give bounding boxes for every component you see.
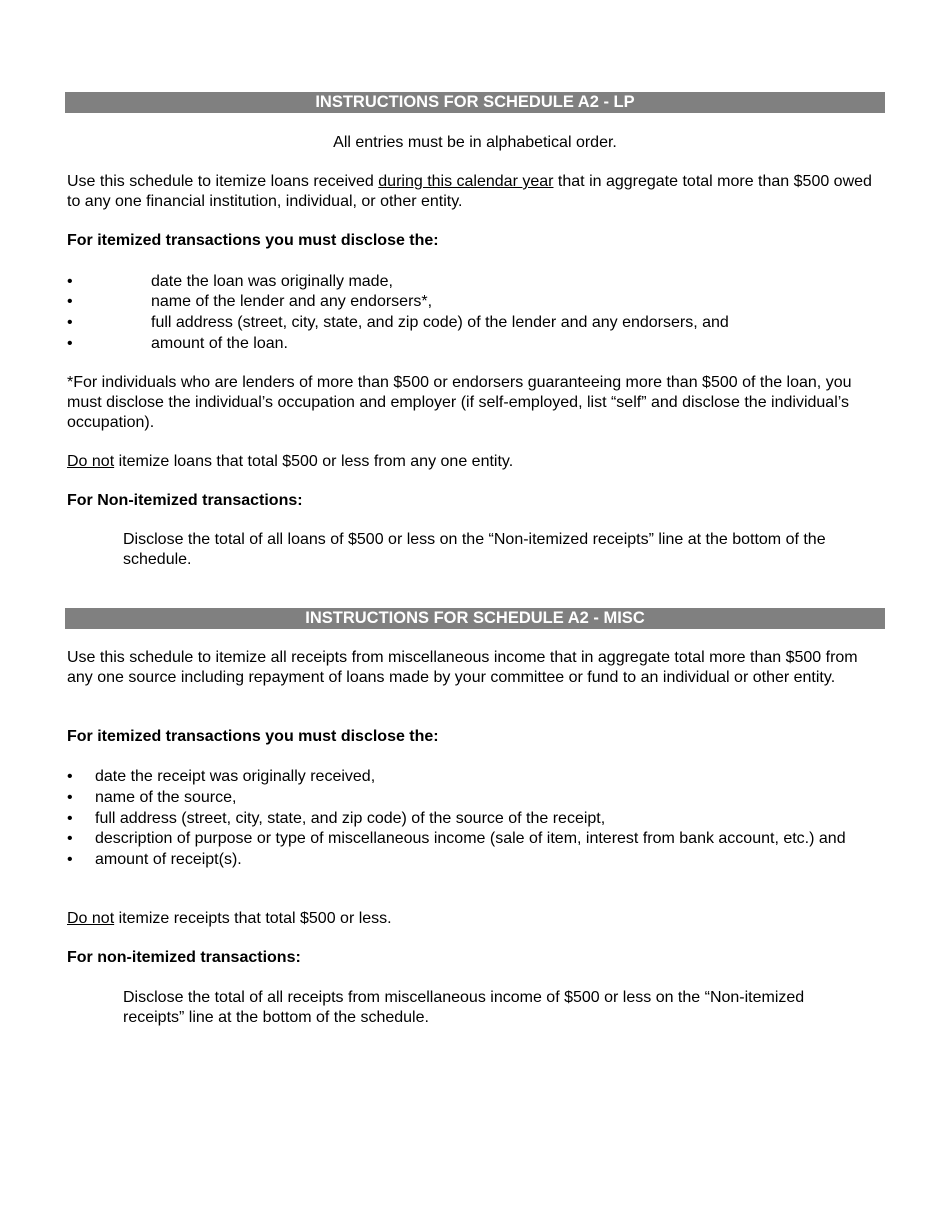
list-item-text: name of the lender and any endorsers*, bbox=[151, 293, 433, 310]
list-item-text: description of purpose or type of miscellaneous income (sale of item, interest from bank account, etc.) and bbox=[95, 830, 846, 847]
bullet-icon: • bbox=[67, 830, 73, 847]
bullet-icon: • bbox=[67, 293, 73, 310]
lp-intro-underlined: during this calendar year bbox=[378, 173, 554, 190]
list-item-text: date the receipt was originally received, bbox=[95, 768, 376, 785]
lp-intro-before: Use this schedule to itemize loans received bbox=[67, 173, 379, 190]
bullet-icon: • bbox=[67, 335, 73, 352]
list-item-text: name of the source, bbox=[95, 789, 237, 806]
list-item-text: amount of the loan. bbox=[151, 335, 288, 352]
list-item-text: full address (street, city, state, and zip code) of the lender and any endorsers, and bbox=[151, 314, 729, 331]
bullet-icon: • bbox=[67, 768, 73, 785]
misc-do-not-note bbox=[67, 909, 887, 929]
lp-non-itemized-heading: For Non-itemized transactions: bbox=[67, 492, 303, 509]
lp-intro-after: that in aggregate total more than $500 owed to any one financial institution, individual, or other entity. bbox=[67, 173, 872, 210]
alphabetical-note: All entries must be in alphabetical order. bbox=[333, 134, 617, 151]
bullet-icon: • bbox=[67, 273, 73, 290]
list-item-text: full address (street, city, state, and zip code) of the source of the receipt, bbox=[95, 810, 606, 827]
section-title-misc: INSTRUCTIONS FOR SCHEDULE A2 - MISC bbox=[65, 608, 885, 629]
lp-do-not-note bbox=[67, 452, 887, 472]
bullet-icon: • bbox=[67, 789, 73, 806]
bullet-icon: • bbox=[67, 810, 73, 827]
misc-intro: Use this schedule to itemize all receipts from miscellaneous income that in aggregate total more than $500 from any one source including repayment of loans made by your committee or fund to an individual or other entity. bbox=[67, 649, 858, 686]
lp-itemized-heading: For itemized transactions you must disclose the: bbox=[67, 232, 439, 249]
misc-itemized-heading: For itemized transactions you must disclose the: bbox=[67, 728, 439, 745]
lp-do-not-underlined: Do not bbox=[67, 453, 115, 470]
misc-non-itemized-text: Disclose the total of all receipts from miscellaneous income of $500 or less on the “Non-itemized receipts” line at the bottom of the schedule. bbox=[123, 989, 805, 1026]
bullet-icon: • bbox=[67, 314, 73, 331]
list-item-text: date the loan was originally made, bbox=[151, 273, 393, 290]
bullet-icon: • bbox=[67, 851, 73, 868]
misc-non-itemized-heading: For non-itemized transactions: bbox=[67, 949, 301, 966]
list-item-text: amount of receipt(s). bbox=[95, 851, 242, 868]
lp-non-itemized-text: Disclose the total of all loans of $500 or less on the “Non-itemized receipts” line at the bottom of the schedule. bbox=[123, 531, 826, 568]
lp-do-not-rest: itemize loans that total $500 or less from any one entity. bbox=[114, 453, 514, 470]
section-title-lp: INSTRUCTIONS FOR SCHEDULE A2 - LP bbox=[65, 92, 885, 113]
lp-intro bbox=[67, 172, 887, 212]
misc-do-not-underlined: Do not bbox=[67, 910, 115, 927]
lp-footnote: *For individuals who are lenders of more than $500 or endorsers guaranteeing more than $500 of the loan, you must disclose the individual’s occupation and employer (if self-employed, list “self” and disclose the individual’s occupation). bbox=[67, 374, 852, 431]
misc-do-not-rest: itemize receipts that total $500 or less. bbox=[114, 910, 392, 927]
